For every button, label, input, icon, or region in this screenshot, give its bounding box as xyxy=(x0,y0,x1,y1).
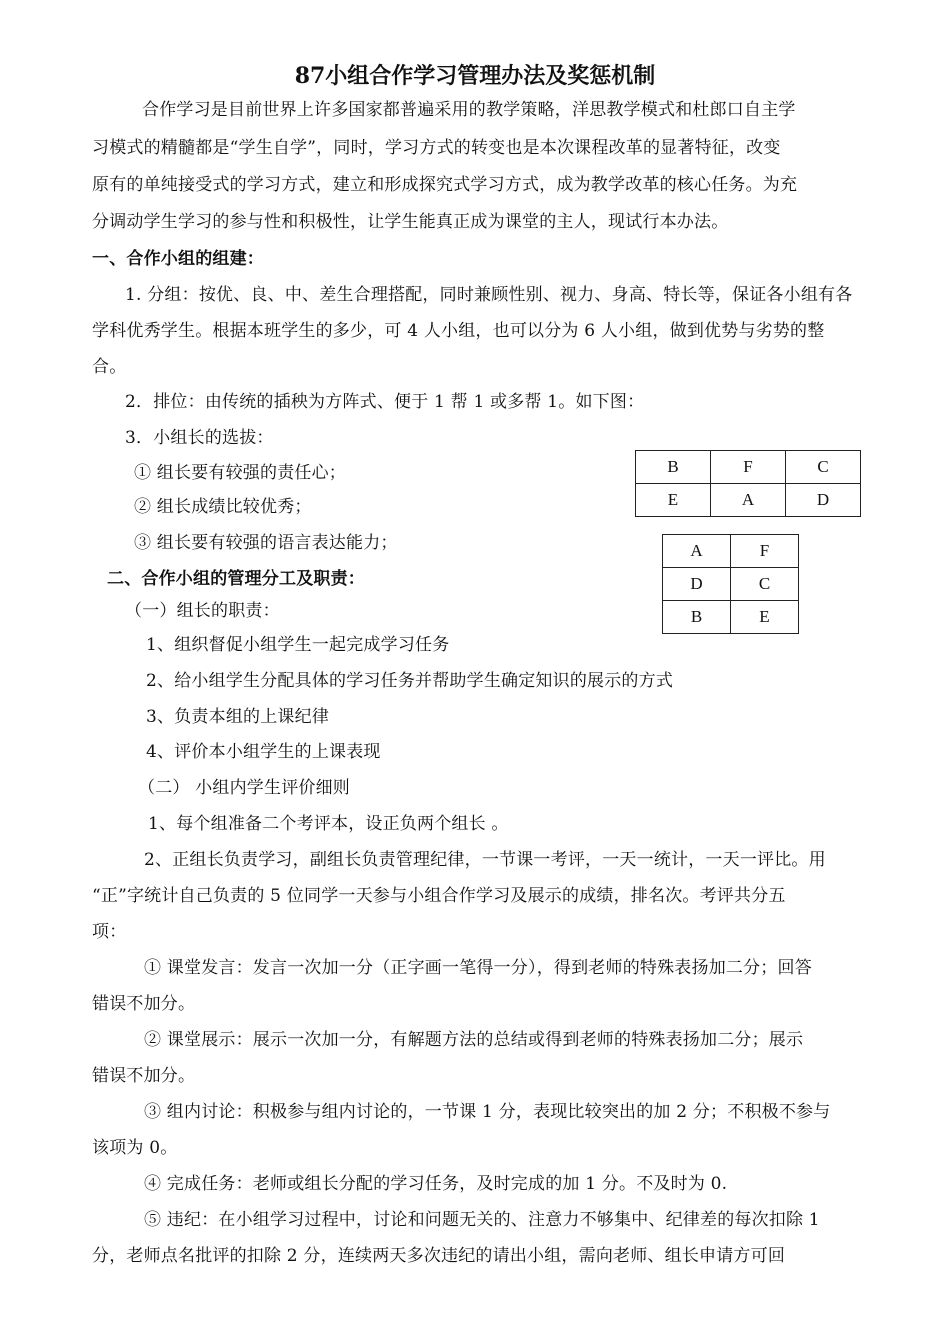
seat-cell: C xyxy=(731,568,799,601)
duty-item: 1、组织督促小组学生一起完成学习任务 xyxy=(146,635,450,655)
seat-cell: F xyxy=(711,451,786,484)
criteria-item: ② 组长成绩比较优秀； xyxy=(134,497,312,517)
seat-cell: F xyxy=(731,535,799,568)
paragraph-line: 2、正组长负责学习，副组长负责管理纪律，一节课一考评，一天一统计，一天一评比。用 xyxy=(144,850,826,870)
criteria-item: ③ 组长要有较强的语言表达能力； xyxy=(134,533,398,553)
intro-line: 合作学习是目前世界上许多国家都普遍采用的教学策略，洋思教学模式和杜郎口自主学 xyxy=(142,100,796,120)
paragraph-line: “正”字统计自己负责的 5 位同学一天参与小组合作学习及展示的成绩，排名次。考评共分五 xyxy=(92,886,786,906)
seat-cell: A xyxy=(663,535,731,568)
seating-table-3x2 xyxy=(635,450,861,517)
seat-cell: B xyxy=(636,451,711,484)
page-title: 87小组合作学习管理办法及奖惩机制 xyxy=(294,63,656,89)
scoring-item-continued: 错误不加分。 xyxy=(92,994,196,1014)
seat-cell: B xyxy=(663,601,731,634)
duty-item: 2、给小组学生分配具体的学习任务并帮助学生确定知识的展示的方式 xyxy=(146,671,674,691)
table-row xyxy=(663,535,799,568)
table-row xyxy=(663,568,799,601)
duty-item: 3、负责本组的上课纪律 xyxy=(146,707,330,727)
section-heading: 一、合作小组的组建： xyxy=(92,249,264,269)
seating-table-2x3 xyxy=(662,534,799,634)
paragraph-line: 2．排位：由传统的插秧为方阵式、便于 1 帮 1 或多帮 1。如下图： xyxy=(125,392,645,412)
seat-cell: E xyxy=(636,484,711,517)
seat-cell: C xyxy=(786,451,861,484)
scoring-item: ① 课堂发言：发言一次加一分（正字画一笔得一分），得到老师的特殊表扬加二分；回答 xyxy=(144,958,812,978)
subsection-heading: （一）组长的职责： xyxy=(125,601,280,621)
intro-line: 习模式的精髓都是“学生自学”，同时，学习方式的转变也是本次课程改革的显著特征，改变 xyxy=(92,138,781,158)
paragraph-line: 合。 xyxy=(92,357,127,377)
seat-cell: A xyxy=(711,484,786,517)
seat-cell: E xyxy=(731,601,799,634)
intro-line: 原有的单纯接受式的学习方式，建立和形成探究式学习方式，成为教学改革的核心任务。为充 xyxy=(92,175,798,195)
scoring-item: ④ 完成任务：老师或组长分配的学习任务，及时完成的加 1 分。不及时为 0. xyxy=(144,1174,728,1194)
table-row xyxy=(663,601,799,634)
duty-item: 4、评价本小组学生的上课表现 xyxy=(146,742,381,762)
subsection-heading: （二） 小组内学生评价细则 xyxy=(138,778,351,798)
paragraph-line: 1. 分组：按优、良、中、差生合理搭配，同时兼顾性别、视力、身高、特长等，保证各小组有各 xyxy=(125,285,853,305)
scoring-item: ③ 组内讨论：积极参与组内讨论的，一节课 1 分，表现比较突出的加 2 分；不积极不参与 xyxy=(144,1102,831,1122)
paragraph-line: 学科优秀学生。根据本班学生的多少，可 4 人小组，也可以分为 6 人小组，做到优势与劣势的整 xyxy=(92,321,825,341)
scoring-item-continued: 分，老师点名批评的扣除 2 分，连续两天多次违纪的请出小组，需向老师、组长申请方可回 xyxy=(92,1246,786,1266)
scoring-item-continued: 错误不加分。 xyxy=(92,1066,196,1086)
table-row xyxy=(636,451,861,484)
paragraph-line: 3．小组长的选拔： xyxy=(125,428,274,448)
criteria-item: ① 组长要有较强的责任心； xyxy=(134,463,347,483)
rule-item: 1、每个组准备二个考评本，设正负两个组长 。 xyxy=(148,814,509,834)
scoring-item: ⑤ 违纪：在小组学习过程中，讨论和问题无关的、注意力不够集中、纪律差的每次扣除 1 xyxy=(144,1210,820,1230)
table-row xyxy=(636,484,861,517)
seat-cell: D xyxy=(663,568,731,601)
seat-cell: D xyxy=(786,484,861,517)
scoring-item-continued: 该项为 0。 xyxy=(92,1138,178,1158)
intro-line: 分调动学生学习的参与性和积极性，让学生能真正成为课堂的主人，现试行本办法。 xyxy=(92,212,729,232)
scoring-item: ② 课堂展示：展示一次加一分，有解题方法的总结或得到老师的特殊表扬加二分；展示 xyxy=(144,1030,804,1050)
section-heading: 二、合作小组的管理分工及职责： xyxy=(107,569,365,589)
paragraph-line: 项： xyxy=(92,922,127,942)
